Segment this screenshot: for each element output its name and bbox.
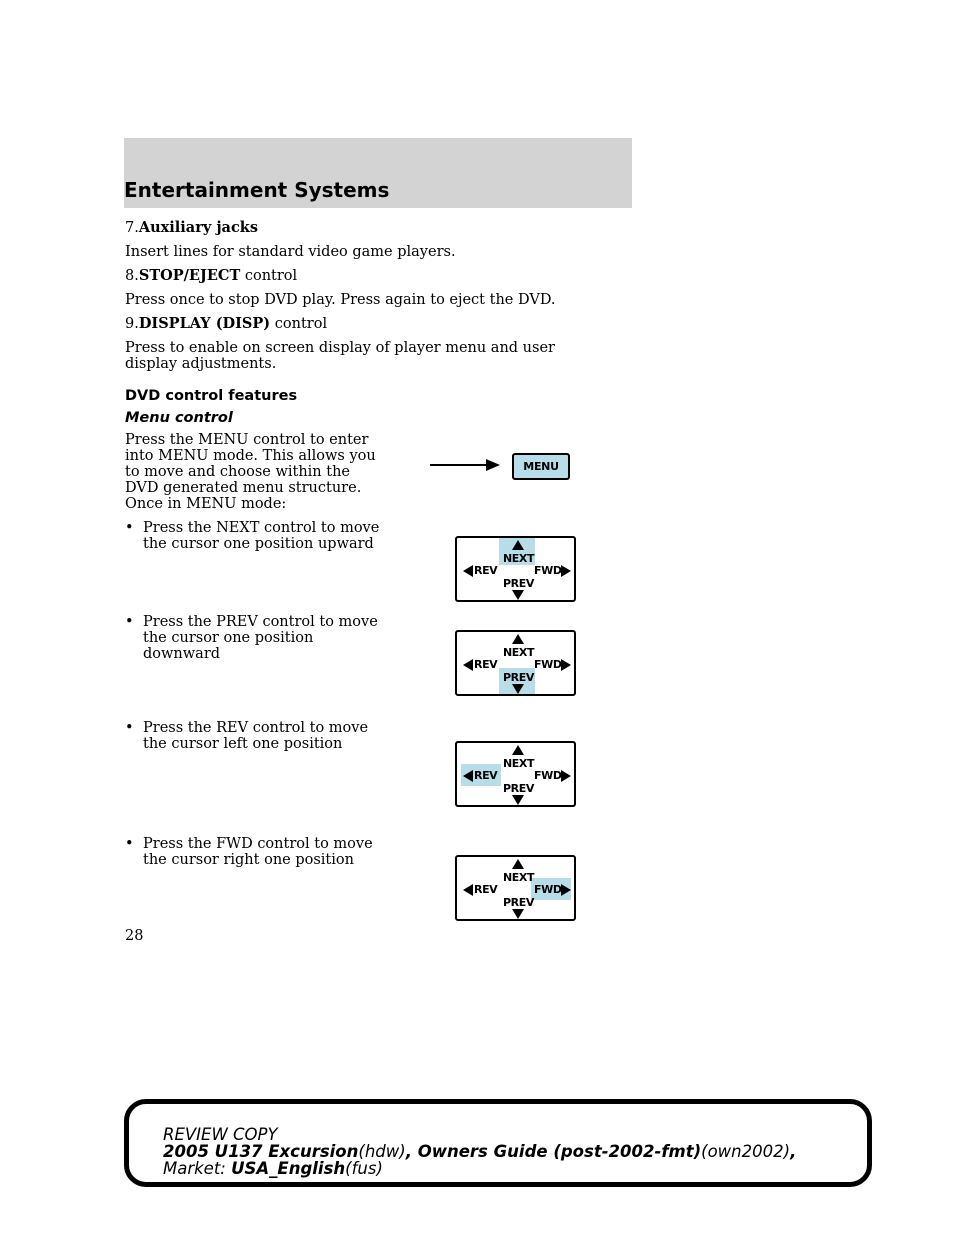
item-7-title [125,220,595,236]
item-9-title [125,316,595,332]
bullet-fwd [125,836,387,868]
review-copy-text [163,1126,863,1177]
intro-paragraph: Press the MENU control to enter into MENU mode. This allows you to move and choose within the DVD generated menu structure. Once in MENU mode: [125,432,376,512]
triangle-left-icon [463,565,473,577]
section-heading: DVD control features [125,388,298,404]
bullet-text: Press the FWD control to move the cursor right one position [143,836,373,868]
item-number: 9. [125,316,139,332]
review-model-line [163,1143,863,1160]
bullet-next [125,520,387,552]
subsection-heading: Menu control [125,410,233,426]
bullet-icon: • [125,614,134,630]
triangle-left-icon [463,884,473,896]
label-rev: REV [474,769,498,782]
bullet-rev [125,720,387,752]
triangle-down-icon [512,795,524,805]
triangle-down-icon [512,684,524,694]
triangle-down-icon [512,590,524,600]
market-code: (fus) [345,1159,383,1178]
label-rev: REV [474,658,498,671]
arrow-right-icon [486,459,500,471]
menu-button-illustration: MENU [512,453,570,480]
review-market-line [163,1160,863,1177]
bullet-text: Press the REV control to move the cursor left one position [143,720,369,752]
item-suffix: control [244,268,298,284]
control-pad-prev [455,630,576,696]
bullet-text: Press the PREV control to move the cursor one position downward [143,614,378,662]
triangle-left-icon [463,770,473,782]
label-rev: REV [474,883,498,896]
guide-code: (own2002) [701,1142,791,1161]
item-9-text: Press to enable on screen display of player menu and user display adjustments. [125,340,555,372]
label-rev: REV [474,564,498,577]
label-next: NEXT [503,871,535,884]
triangle-up-icon [512,745,524,755]
guide-name: , Owners Guide (post-2002-fmt) [405,1142,702,1161]
triangle-down-icon [512,909,524,919]
text-column [125,432,387,868]
control-pad-next [455,536,576,602]
model-code: (hdw) [358,1142,406,1161]
separator: , [790,1142,797,1161]
page-number: 28 [125,928,144,944]
triangle-left-icon [463,659,473,671]
model-name: 2005 U137 Excursion [163,1142,359,1161]
item-number: 8. [125,268,139,284]
control-pad-fwd [455,855,576,921]
label-fwd: FWD [534,883,562,896]
label-next: NEXT [503,646,535,659]
label-prev: PREV [503,782,534,795]
label-prev: PREV [503,577,534,590]
triangle-up-icon [512,634,524,644]
market-label: Market: [163,1159,226,1178]
item-7-text: Insert lines for standard video game players. [125,244,456,260]
item-8-title [125,268,595,284]
review-copy-label: REVIEW COPY [163,1125,278,1144]
label-prev: PREV [503,671,534,684]
label-next: NEXT [503,757,535,770]
pointer-arrow-line [430,464,488,466]
triangle-up-icon [512,540,524,550]
item-name: STOP/EJECT [138,267,241,284]
label-fwd: FWD [534,564,562,577]
section-header-band [124,138,632,208]
bullet-icon: • [125,520,134,536]
triangle-up-icon [512,859,524,869]
label-fwd: FWD [534,769,562,782]
item-number: 7. [125,220,139,236]
market-value: USA_English [231,1159,346,1178]
section-title: Entertainment Systems [124,178,390,202]
label-prev: PREV [503,896,534,909]
item-name: Auxiliary jacks [138,219,258,236]
label-next: NEXT [503,552,535,565]
label-fwd: FWD [534,658,562,671]
bullet-text: Press the NEXT control to move the cursor one position upward [143,520,380,552]
bullet-icon: • [125,720,134,736]
control-pad-rev [455,741,576,807]
item-suffix: control [274,316,328,332]
bullet-prev [125,614,387,662]
item-8-text: Press once to stop DVD play. Press again to eject the DVD. [125,292,556,308]
bullet-icon: • [125,836,134,852]
item-name: DISPLAY (DISP) [138,315,271,332]
